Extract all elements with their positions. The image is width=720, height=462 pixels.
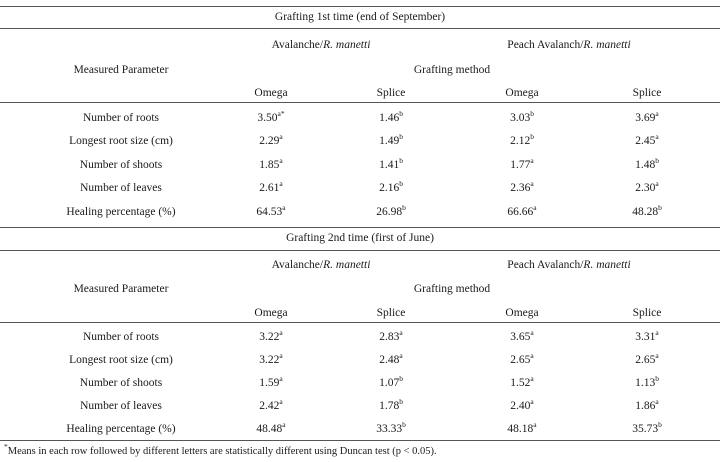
group-header-avalanche: Avalanche/R. manetti bbox=[271, 259, 371, 271]
row-label: Number of shoots bbox=[79, 377, 163, 389]
table-cell: 2.65$^a$ bbox=[510, 351, 534, 366]
row-label: Number of shoots bbox=[79, 159, 163, 171]
table-cell: 1.49$^b$ bbox=[379, 132, 403, 147]
row-label: Longest root size (cm) bbox=[69, 135, 173, 147]
section-divider-rule bbox=[0, 227, 720, 228]
table-cell: 35.73$^b$ bbox=[632, 420, 662, 435]
section-title: Grafting 1st time (end of September) bbox=[274, 11, 446, 23]
row-label: Healing percentage (%) bbox=[66, 206, 176, 218]
subheader-splice: Splice bbox=[632, 87, 662, 99]
table-cell: 33.33$^b$ bbox=[376, 420, 406, 435]
table-cell: 3.31$^a$ bbox=[635, 328, 659, 343]
table-cell: 26.98$^b$ bbox=[376, 203, 406, 218]
table-cell: 48.48$^a$ bbox=[256, 420, 286, 435]
grafting-method-header: Grafting method bbox=[413, 64, 491, 76]
table-cell: 2.42$^a$ bbox=[259, 397, 283, 412]
table-cell: 1.46$^b$ bbox=[379, 109, 403, 124]
table-cell: 3.22$^a$ bbox=[259, 351, 283, 366]
table-cell: 1.78$^b$ bbox=[379, 397, 403, 412]
table-cell: 1.07$^b$ bbox=[379, 374, 403, 389]
table-cell: 1.41$^b$ bbox=[379, 156, 403, 171]
group-header-avalanche: Avalanche/R. manetti bbox=[271, 39, 371, 51]
table-cell: 2.83$^a$ bbox=[379, 328, 403, 343]
grafting-method-header: Grafting method bbox=[413, 283, 491, 295]
table-cell: 66.66$^a$ bbox=[507, 203, 537, 218]
table-cell: 2.45$^a$ bbox=[635, 132, 659, 147]
table-cell: 1.77$^a$ bbox=[510, 156, 534, 171]
subheader-omega: Omega bbox=[505, 307, 539, 319]
table-cell: 1.48$^b$ bbox=[635, 156, 659, 171]
row-label: Number of roots bbox=[82, 331, 160, 343]
table-cell: 1.86$^a$ bbox=[635, 397, 659, 412]
section-2-title-rule bbox=[0, 250, 720, 251]
section-1-title-rule bbox=[0, 28, 720, 29]
table-cell: 48.18$^a$ bbox=[507, 420, 537, 435]
table-cell: 48.28$^b$ bbox=[632, 203, 662, 218]
measured-parameter-header: Measured Parameter bbox=[73, 64, 169, 76]
subheader-splice: Splice bbox=[376, 87, 406, 99]
subheader-splice: Splice bbox=[632, 307, 662, 319]
table-cell: 1.52$^a$ bbox=[510, 374, 534, 389]
table-cell: 2.65$^a$ bbox=[635, 351, 659, 366]
table-cell: 3.22$^a$ bbox=[259, 328, 283, 343]
table-cell: 2.36$^a$ bbox=[510, 179, 534, 194]
table-cell: 2.40$^a$ bbox=[510, 397, 534, 412]
row-label: Number of leaves bbox=[80, 400, 162, 412]
subheader-splice: Splice bbox=[376, 307, 406, 319]
row-label: Longest root size (cm) bbox=[69, 354, 173, 366]
section-title: Grafting 2nd time (first of June) bbox=[286, 232, 434, 244]
measured-parameter-header: Measured Parameter bbox=[73, 283, 169, 295]
table-cell: 3.69$^a$ bbox=[635, 109, 659, 124]
footnote: *Means in each row followed by different letters are statistically different using Duncan test (p < 0.05). bbox=[4, 442, 437, 457]
table-cell: 2.12$^b$ bbox=[510, 132, 534, 147]
subheader-omega: Omega bbox=[505, 87, 539, 99]
group-header-peach-avalanch: Peach Avalanch/R. manetti bbox=[507, 259, 631, 271]
table-top-rule bbox=[0, 6, 720, 7]
table-cell: 2.29$^a$ bbox=[259, 132, 283, 147]
table-cell: 2.16$^b$ bbox=[379, 179, 403, 194]
table-bottom-rule bbox=[0, 440, 720, 441]
group-header-peach-avalanch: Peach Avalanch/R. manetti bbox=[507, 39, 631, 51]
table-cell: 2.30$^a$ bbox=[635, 179, 659, 194]
row-label: Number of leaves bbox=[80, 182, 162, 194]
section-2-header-rule bbox=[0, 322, 720, 323]
table-cell: 1.85$^a$ bbox=[259, 156, 283, 171]
table-cell: $3.50^{a*}$ bbox=[257, 109, 285, 124]
table-cell: 1.59$^a$ bbox=[259, 374, 283, 389]
table-cell: 2.48$^a$ bbox=[379, 351, 403, 366]
subheader-omega: Omega bbox=[254, 87, 288, 99]
row-label: Number of roots bbox=[82, 112, 160, 124]
table-cell: 2.61$^a$ bbox=[259, 179, 283, 194]
table-cell: 64.53$^a$ bbox=[256, 203, 286, 218]
subheader-omega: Omega bbox=[254, 307, 288, 319]
section-1-header-rule bbox=[0, 102, 720, 103]
table-cell: 1.13$^b$ bbox=[635, 374, 659, 389]
table-cell: 3.03$^b$ bbox=[510, 109, 534, 124]
row-label: Healing percentage (%) bbox=[66, 423, 176, 435]
table-cell: 3.65$^a$ bbox=[510, 328, 534, 343]
